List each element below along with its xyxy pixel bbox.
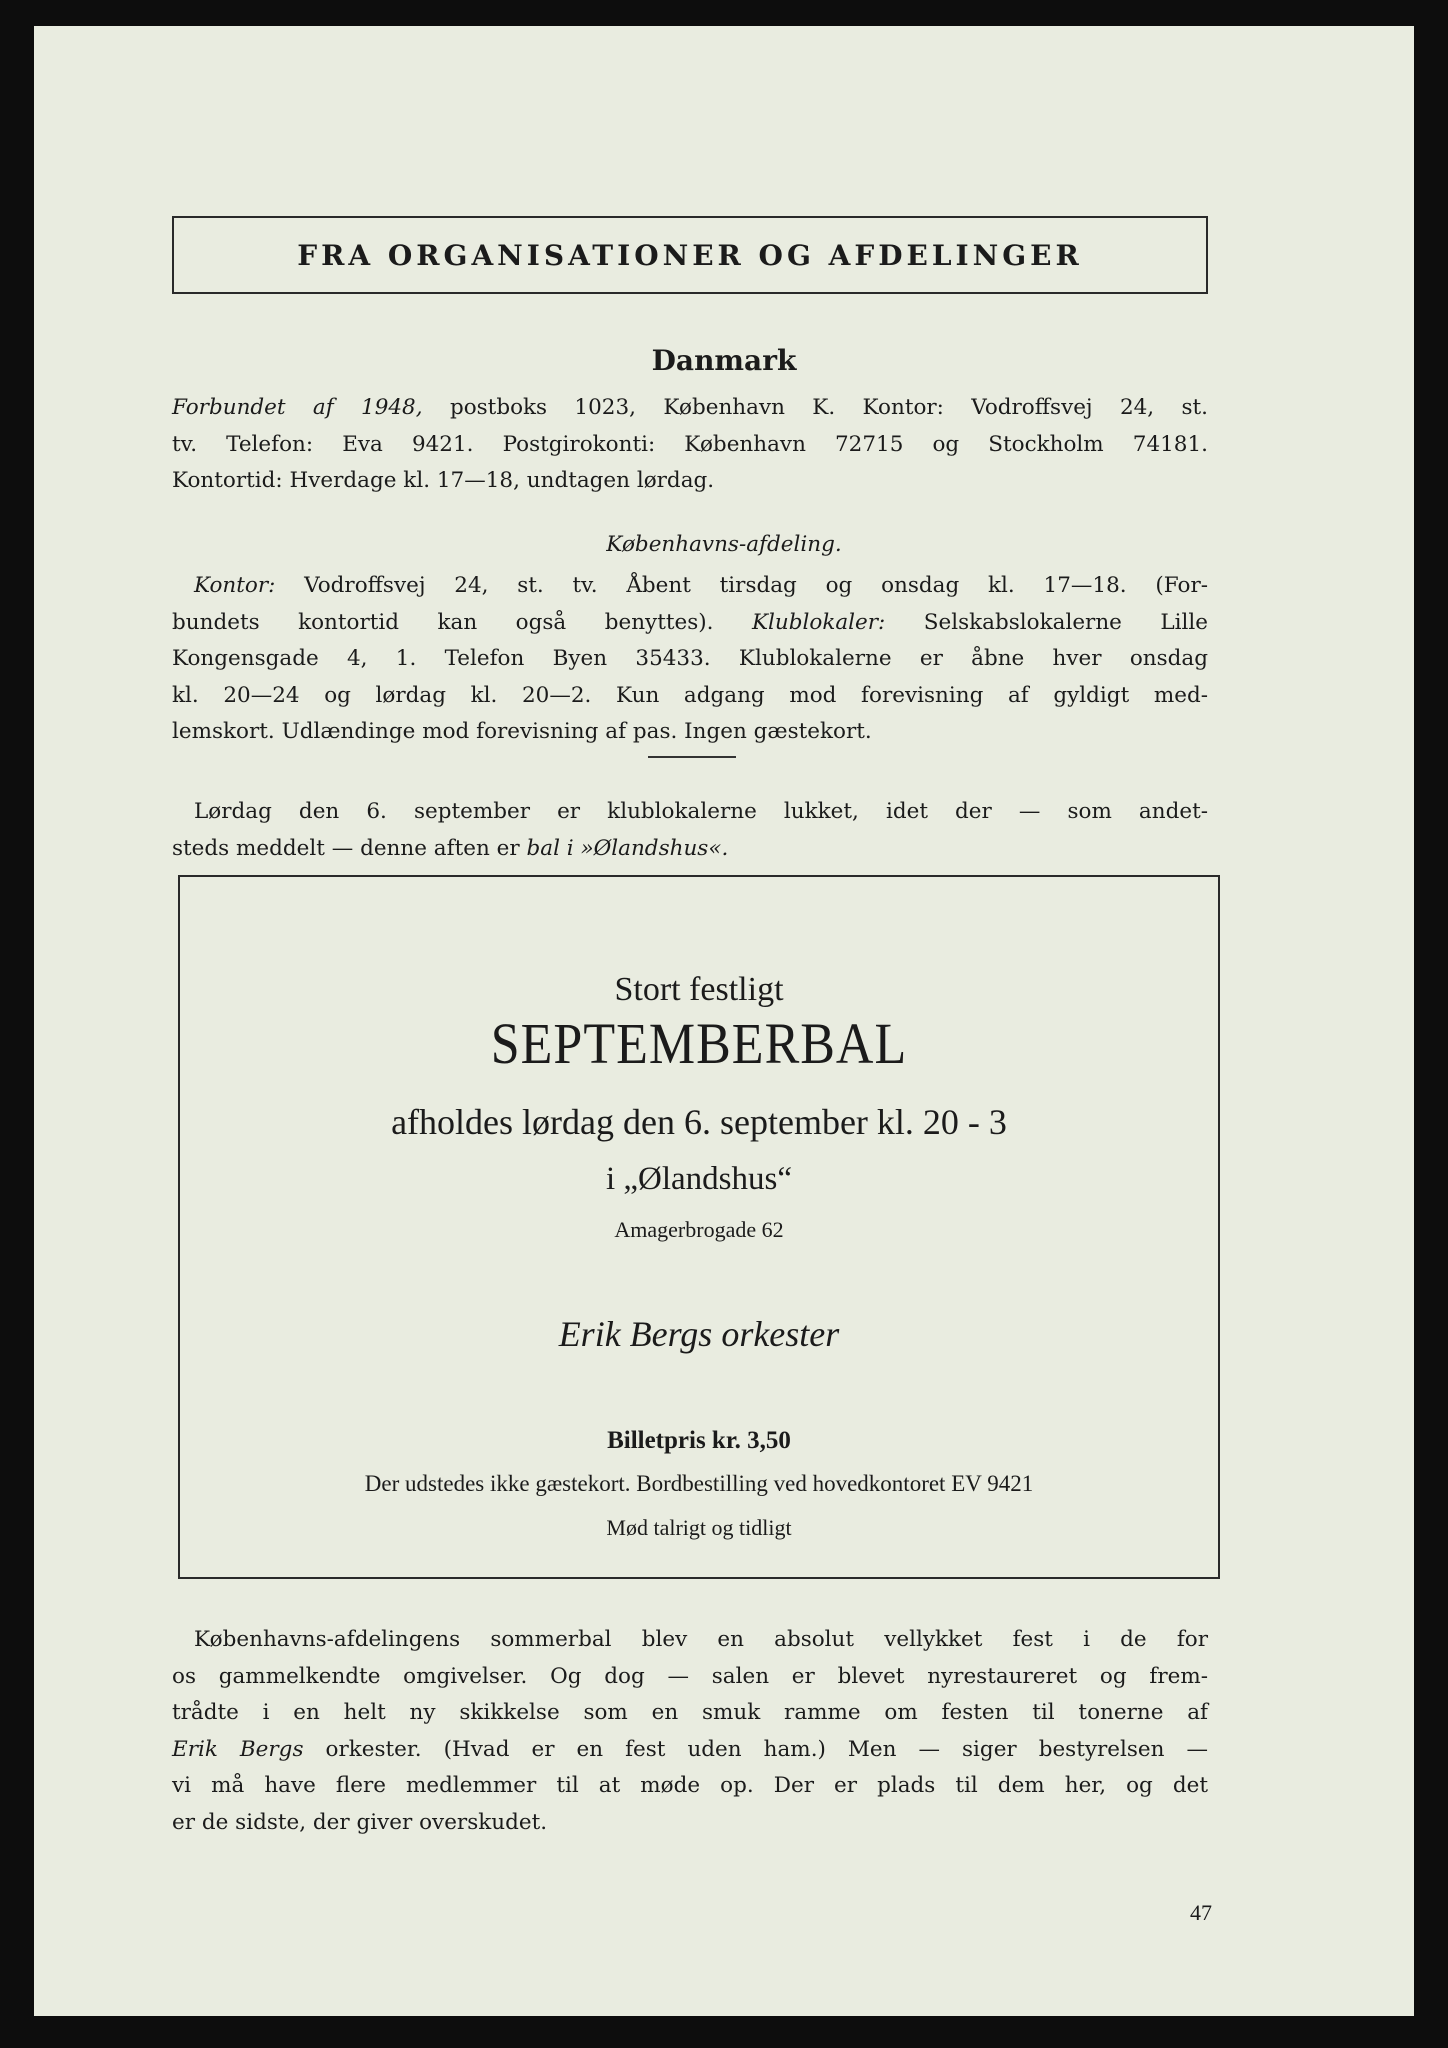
section-header-title: FRA ORGANISATIONER OG AFDELINGER xyxy=(297,238,1083,272)
ad-headline: SEPTEMBERBAL xyxy=(490,1012,908,1077)
section-divider xyxy=(648,756,736,758)
document-page xyxy=(34,26,1414,2016)
report-paragraph xyxy=(172,1622,1208,1841)
ad-band: Erik Bergs orkester xyxy=(558,1314,840,1354)
ad-info: Der udstedes ikke gæstekort. Bordbestilling ved hovedkontoret EV 9421 xyxy=(364,1471,1034,1496)
notice-line-2: steds meddelt — denne aften er bal i »Ølandshus«. xyxy=(172,835,729,861)
kontor-label: Kontor: xyxy=(194,573,276,598)
forbundet-paragraph xyxy=(172,390,1208,500)
kobenhavn-paragraph xyxy=(172,568,1208,751)
kobenhavn-line-1: Kontor: Vodroffsvej 24, st. tv. Åbent tirsdag og onsdag kl. 17—18. (For- xyxy=(194,573,1208,598)
forbundet-name: Forbundet af 1948, xyxy=(172,395,423,420)
forbundet-line-2: tv. Telefon: Eva 9421. Postgirokonti: København 72715 og Stockholm 74181. xyxy=(172,431,1208,457)
report-line-5: vi må have flere medlemmer til at møde op. Der er plads til dem her, og det xyxy=(172,1773,1208,1798)
forbundet-line-3: Kontortid: Hverdage kl. 17—18, undtagen lørdag. xyxy=(172,468,715,493)
ad-venue: i „Ølandshus“ xyxy=(605,1161,793,1197)
ad-closing: Mød talrigt og tidligt xyxy=(606,1515,792,1540)
report-band-name: Erik Bergs xyxy=(172,1736,304,1762)
ad-address: Amagerbrogade 62 xyxy=(614,1217,784,1242)
country-heading: Danmark xyxy=(651,344,797,377)
ad-date-line: afholdes lørdag den 6. september kl. 20 - 3 xyxy=(391,1102,1007,1142)
notice-venue: bal i »Ølandshus«. xyxy=(526,835,729,861)
notice-line-1: Lørdag den 6. september er klublokalerne lukket, idet der — som andet- xyxy=(194,799,1208,824)
report-line-4: Erik Bergs orkester. (Hvad er en fest uden ham.) Men — siger bestyrelsen — xyxy=(172,1736,1208,1762)
report-line-6: er de sidste, der giver overskudet. xyxy=(172,1809,548,1835)
report-line-1: Københavns-afdelingens sommerbal blev en absolut vellykket fest i de for xyxy=(194,1627,1208,1652)
kobenhavn-subtitle: Københavns-afdeling. xyxy=(606,532,842,557)
ad-price: Billetpris kr. 3,50 xyxy=(607,1427,791,1454)
klublokaler-label: Klublokaler: xyxy=(751,609,886,635)
kobenhavn-line-5: lemskort. Udlændinge mod forevisning af pas. Ingen gæstekort. xyxy=(172,719,872,744)
report-line-3: trådte i en helt ny skikkelse som en smuk ramme om festen til tonerne af xyxy=(172,1700,1208,1725)
ad-intro: Stort festligt xyxy=(614,971,784,1008)
kobenhavn-line-4: kl. 20—24 og lørdag kl. 20—2. Kun adgang mod forevisning af gyldigt med- xyxy=(172,682,1208,708)
kobenhavn-line-2: bundets kontortid kan også benyttes). Klublokaler: Selskabslokalerne Lille xyxy=(172,609,1209,635)
report-line-2: os gammelkendte omgivelser. Og dog — salen er blevet nyrestaureret og frem- xyxy=(172,1663,1208,1689)
forbundet-line-1: Forbundet af 1948, postboks 1023, København K. Kontor: Vodroffsvej 24, st. xyxy=(172,395,1208,420)
advertisement-box xyxy=(178,875,1220,1579)
section-header-box xyxy=(172,216,1208,294)
notice-paragraph xyxy=(172,794,1208,867)
kobenhavn-line-3: Kongensgade 4, 1. Telefon Byen 35433. Klublokalerne er åbne hver onsdag xyxy=(172,646,1208,671)
page-number: 47 xyxy=(1190,1900,1212,1925)
